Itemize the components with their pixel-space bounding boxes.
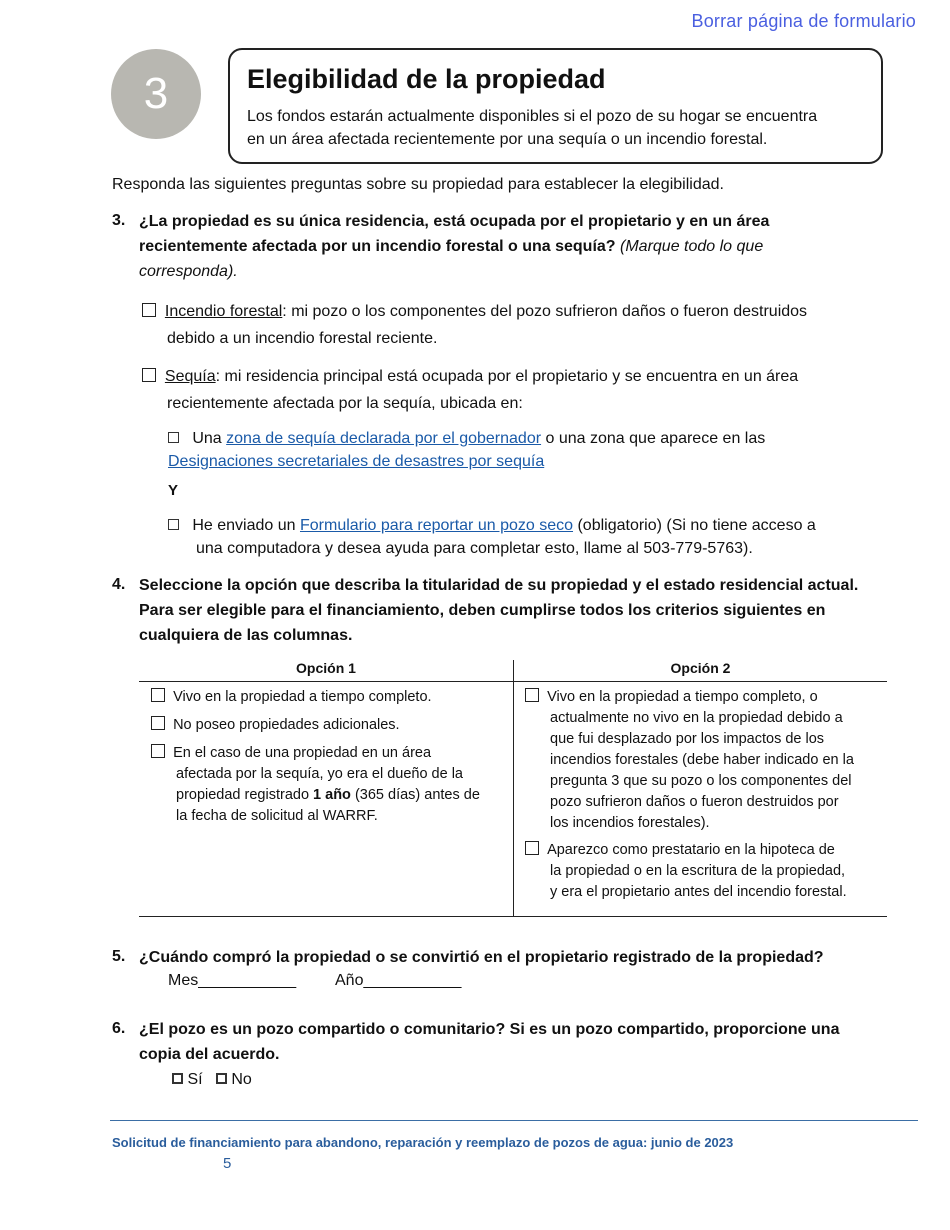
dry-well-line2: una computadora y desea ayuda para completar esto, llame al 503-779-5763).: [196, 540, 753, 557]
q3-line3: corresponda).: [139, 263, 238, 280]
drought-sub-option-dry-well: He enviado un Formulario para reportar un pozo seco (obligatorio) (Si no tiene acceso a una computadora y desea ayuda para completar esto, llame al 503-779-5763).: [168, 514, 878, 560]
wildfire-checkbox[interactable]: [142, 303, 156, 317]
governor-drought-zone-link[interactable]: zona de sequía declarada por el gobernador: [226, 430, 542, 447]
q4-line3: cualquiera de las columnas.: [139, 627, 353, 644]
opt2-borrower-checkbox[interactable]: [525, 841, 539, 855]
clear-form-link[interactable]: Borrar página de formulario: [691, 11, 916, 31]
section-description-line2: en un área afectada recientemente por una sequía o un incendio forestal.: [247, 131, 768, 148]
step-number-badge: 3: [111, 49, 201, 139]
no-label: No: [231, 1071, 252, 1088]
page-number: 5: [223, 1155, 232, 1172]
q6-question: [139, 1017, 899, 1067]
footer-title: Solicitud de financiamiento para abandono, reparación y reemplazo de pozos de agua: junio de 2023: [112, 1135, 734, 1150]
q4-question: [139, 573, 899, 648]
yes-label: Sí: [187, 1071, 203, 1088]
section-title: Elegibilidad de la propiedad: [247, 64, 606, 94]
drought-sub-option-zone: Una zona de sequía declarada por el gobernador o una zona que aparece en las Designaciones secretariales de desastres por sequía: [168, 430, 766, 470]
opt1-owner-one-year-checkbox[interactable]: [151, 744, 165, 758]
opt1-item-fulltime: Vivo en la propiedad a tiempo completo.: [151, 687, 432, 708]
q5-number: 5.: [112, 948, 126, 965]
q6-line1: ¿El pozo es un pozo compartido o comunitario? Si es un pozo compartido, proporcione una: [139, 1021, 840, 1038]
opt1-item-no-other-property: No poseo propiedades adicionales.: [151, 715, 400, 736]
option1-header: Opción 1: [296, 660, 356, 676]
q4-line1: Seleccione la opción que describa la titularidad de su propiedad y el estado residencial actual.: [139, 577, 859, 594]
shared-well-yes-checkbox[interactable]: [172, 1073, 183, 1084]
purchase-month-field[interactable]: Mes___________: [168, 972, 297, 989]
option2-header: Opción 2: [670, 660, 731, 676]
q3-line2: recientemente afectada por un incendio forestal o una sequía? (Marque todo lo que: [139, 238, 764, 255]
ownership-options-table: [139, 660, 887, 917]
shared-well-options: [172, 1071, 252, 1089]
q4-line2: Para ser elegible para el financiamiento, deben cumplirse todos los criterios siguientes en: [139, 602, 826, 619]
drought-label: Sequía: [164, 368, 216, 385]
opt2-fulltime-checkbox[interactable]: [525, 688, 539, 702]
opt2-item-fulltime-or-displaced: Vivo en la propiedad a tiempo completo, o actualmente no vivo en la propiedad debido a que fui desplazado por los impactos de los incendios forestales (debe haber indicado en la pregunta 3 que su pozo o los componentes del pozo sufrieron daños o fueron destruidos por los incendios forestales).: [525, 687, 885, 834]
q5-question: ¿Cuándo compró la propiedad o se convirtió en el propietario registrado de la propiedad?: [139, 949, 824, 966]
q6-line2: copia del acuerdo.: [139, 1046, 280, 1063]
purchase-year-field[interactable]: Año___________: [335, 972, 462, 989]
intro-text: Responda las siguientes preguntas sobre su propiedad para establecer la elegibilidad.: [112, 176, 724, 193]
opt1-fulltime-checkbox[interactable]: [151, 688, 165, 702]
column-divider: [513, 660, 514, 916]
and-connector: Y: [168, 482, 179, 499]
wildfire-line2: debido a un incendio forestal reciente.: [167, 330, 438, 347]
dry-well-checkbox[interactable]: [168, 519, 179, 530]
wildfire-label: Incendio forestal: [164, 303, 283, 320]
q4-number: 4.: [112, 576, 126, 593]
footer-divider: [110, 1120, 918, 1121]
section-description-line1: Los fondos estarán actualmente disponibles si el pozo de su hogar se encuentra: [247, 108, 818, 125]
zone-checkbox[interactable]: [168, 432, 179, 443]
q3-number: 3.: [112, 212, 126, 229]
shared-well-no-checkbox[interactable]: [216, 1073, 227, 1084]
opt2-item-borrower: Aparezco como prestatario en la hipoteca de la propiedad o en la escritura de la propiedad, y era el propietario antes del incendio forestal.: [525, 840, 885, 903]
q6-number: 6.: [112, 1020, 126, 1037]
drought-checkbox[interactable]: [142, 368, 156, 382]
opt1-no-other-property-checkbox[interactable]: [151, 716, 165, 730]
section-header-box: [228, 48, 883, 164]
q3-question: [139, 209, 859, 284]
opt1-item-owner-one-year: En el caso de una propiedad en un área afectada por la sequía, yo era el dueño de la propiedad registrado 1 año (365 días) antes de la fecha de solicitud al WARRF.: [151, 743, 506, 827]
secretarial-drought-designations-link[interactable]: Designaciones secretariales de desastres por sequía: [168, 453, 545, 470]
drought-line2: recientemente afectada por la sequía, ubicada en:: [167, 395, 523, 412]
dry-well-report-link[interactable]: Formulario para reportar un pozo seco: [299, 517, 574, 534]
q3-option-drought: Sequía: mi residencia principal está ocupada por el propietario y se encuentra en un área recientemente afectada por la sequía, ubicada en:: [142, 363, 882, 417]
q3-line1: ¿La propiedad es su única residencia, está ocupada por el propietario y en un área: [139, 213, 770, 230]
q3-option-wildfire: Incendio forestal: mi pozo o los componentes del pozo sufrieron daños o fueron destruidos debido a un incendio forestal reciente.: [142, 298, 882, 352]
